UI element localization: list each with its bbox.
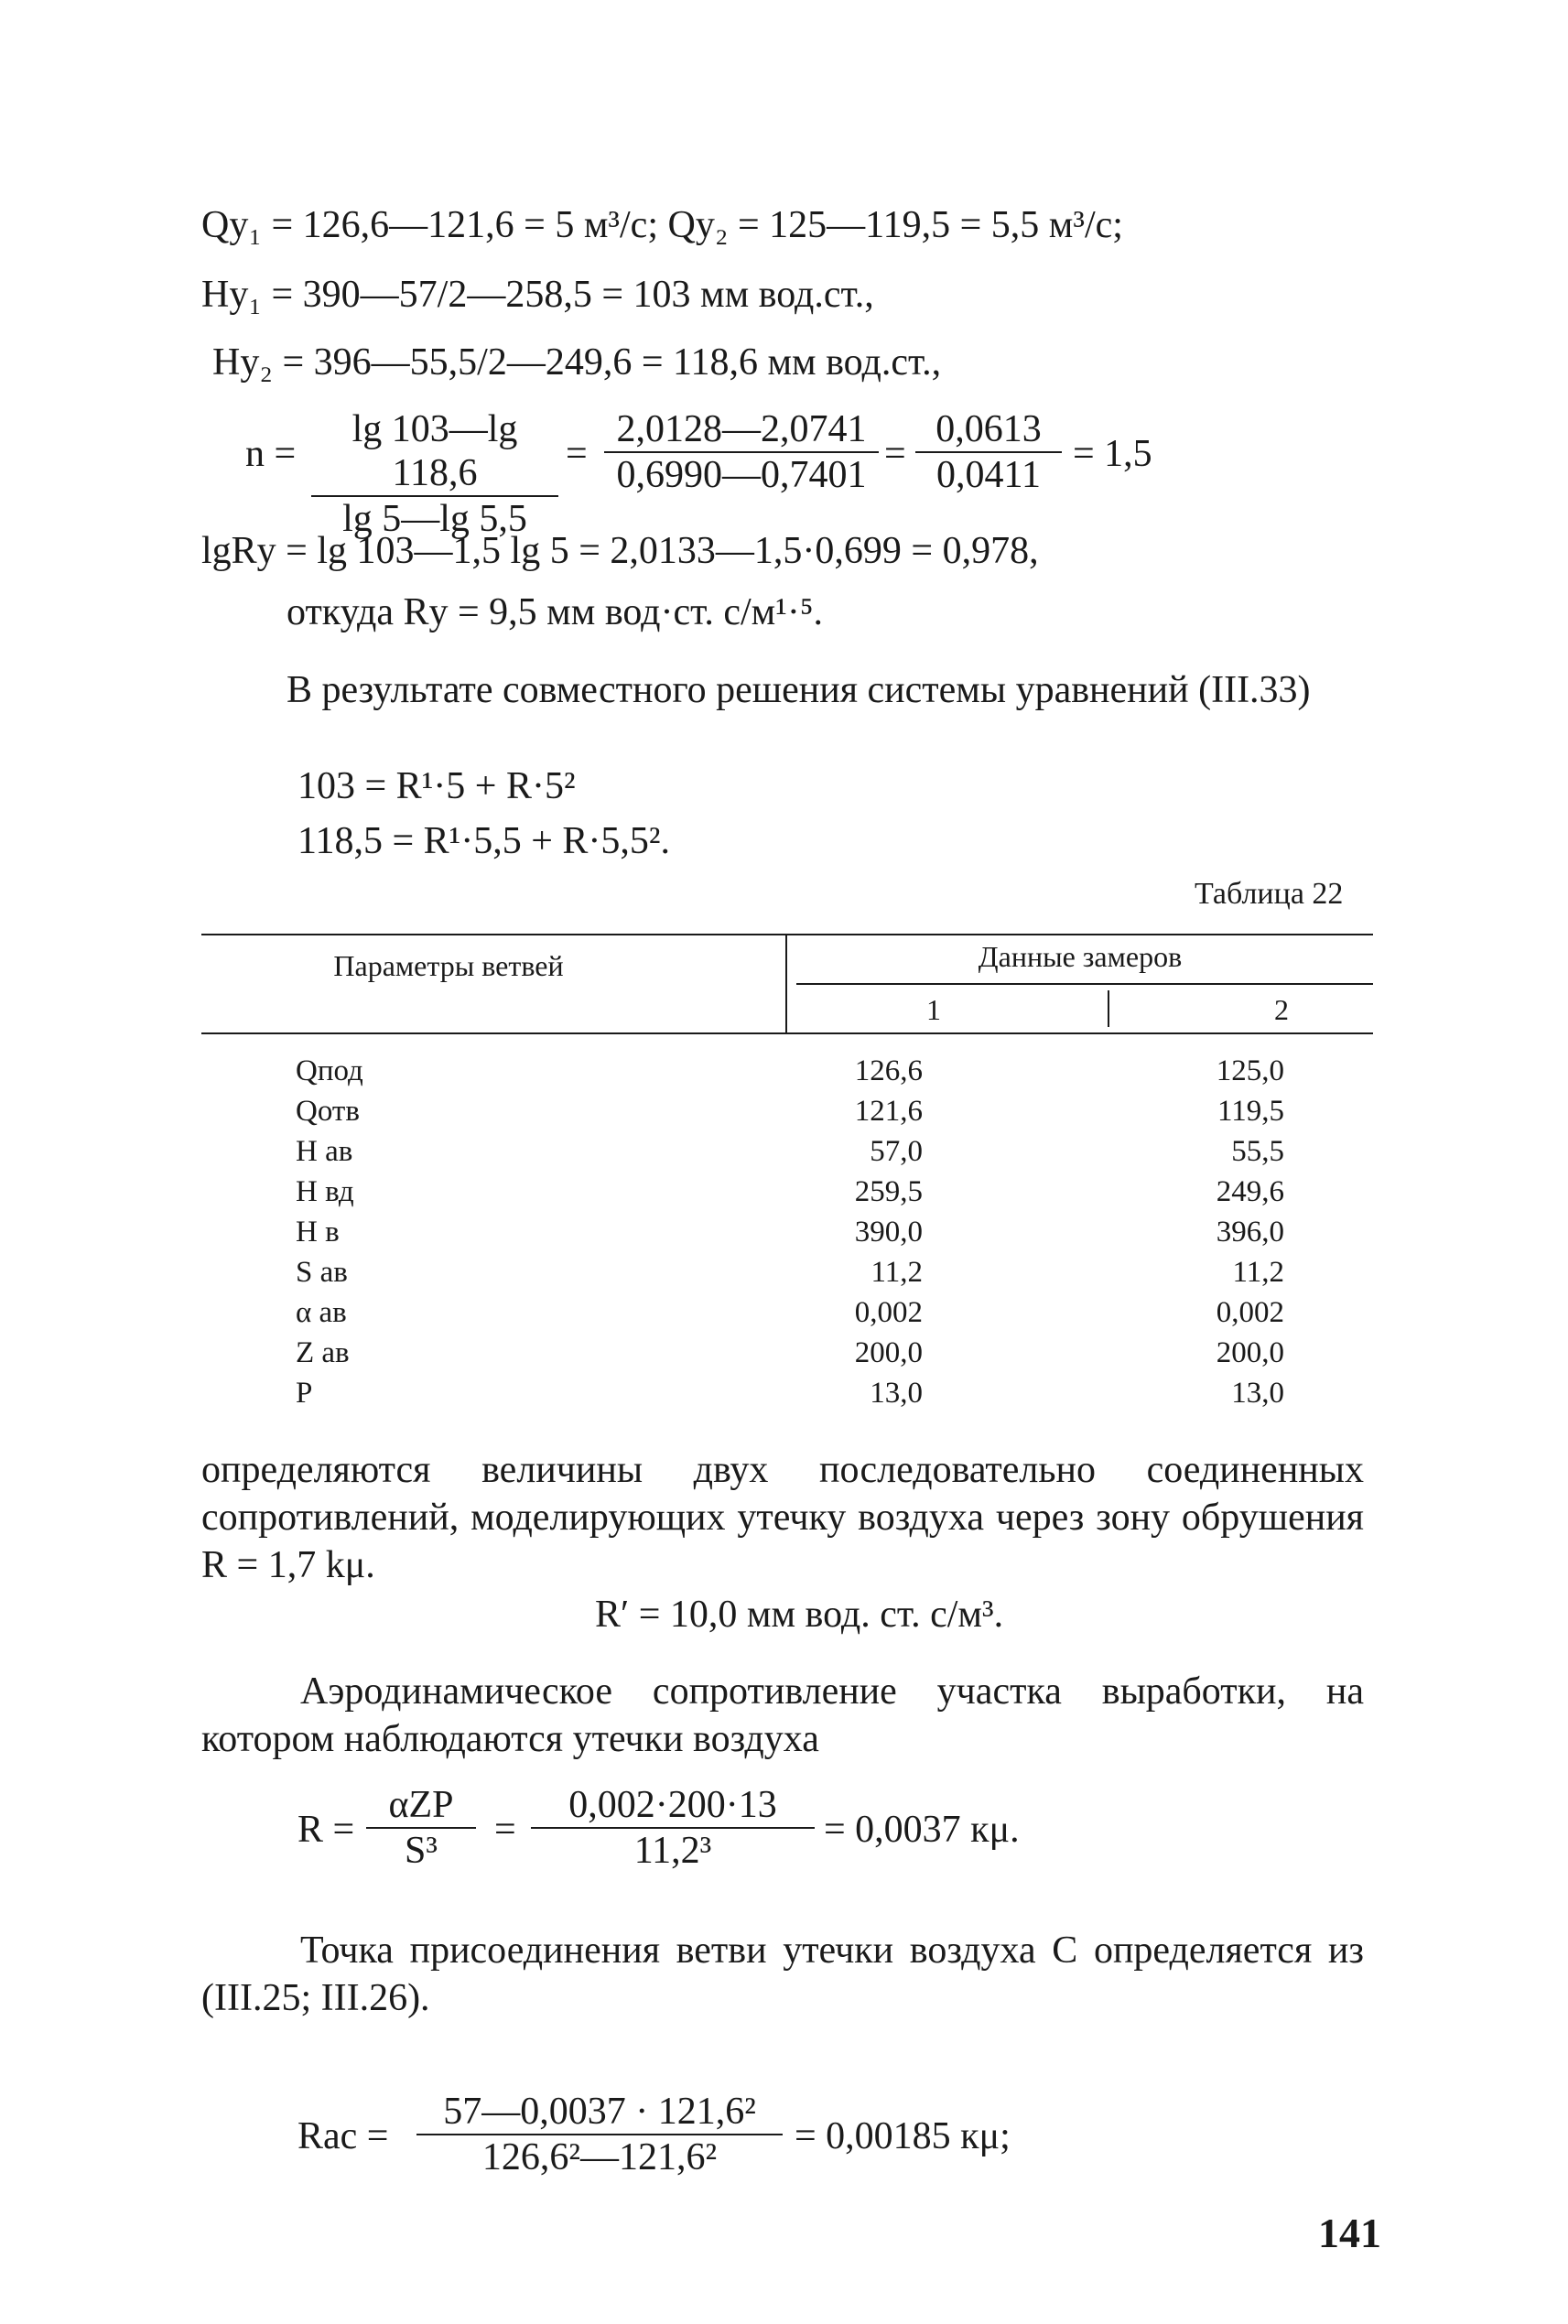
equation-q: Qу₁ = 126,6—121,6 = 5 м³/с; Qу₂ = 125—119,5 = 5,5 м³/с; <box>201 204 1123 246</box>
table-header-col2: 2 <box>1274 993 1289 1026</box>
table-header-rule <box>201 1032 1373 1034</box>
table-header-col1: 1 <box>926 993 941 1026</box>
paragraph-aerodynamic: Аэродинамическое сопротивление участка выработки, на котором наблюдаются утечки воздуха <box>201 1670 1364 1760</box>
n-fraction-1 <box>311 407 558 541</box>
table-cell-value: 0,002 <box>1216 1296 1284 1329</box>
r-fraction-2-denominator: 11,2³ <box>633 1830 712 1872</box>
table-cell-value: 396,0 <box>1216 1216 1284 1248</box>
n-fraction-3 <box>915 407 1062 497</box>
table-cell-value: 259,5 <box>854 1175 923 1208</box>
table-group-rule <box>796 983 1373 985</box>
n-fraction-3-numerator: 0,0613 <box>915 407 1062 453</box>
table-caption: Таблица 22 <box>1195 877 1344 911</box>
table-cell-value: 200,0 <box>854 1336 923 1369</box>
table-header-group: Данные замеров <box>978 940 1183 973</box>
table-cell-value: 13,0 <box>870 1377 923 1410</box>
n-fraction-1-denominator: lg 5—lg 5,5 <box>342 498 527 540</box>
table-cell-param: S ав <box>296 1256 348 1289</box>
rac-fraction-numerator: 57—0,0037 · 121,6² <box>416 2090 783 2135</box>
equation-otkuda: откуда Rу = 9,5 мм вод·ст. с/м¹·⁵. <box>287 591 823 633</box>
table-header-divider <box>785 934 787 1032</box>
table-cell-value: 11,2 <box>1232 1256 1284 1289</box>
r-formula-label: R = <box>297 1809 355 1851</box>
r-fraction-1 <box>366 1783 476 1873</box>
page-number: 141 <box>1318 2210 1381 2256</box>
table-cell-param: H в <box>296 1216 340 1248</box>
table-cell-value: 11,2 <box>871 1256 923 1289</box>
r-prime-formula: R′ = 10,0 мм вод. ст. с/м³. <box>595 1594 1004 1636</box>
system-equation-2: 118,5 = R¹·5,5 + R·5,5². <box>297 820 670 862</box>
table-cell-param: H вд <box>296 1175 354 1208</box>
n-equals-1: = <box>566 433 588 475</box>
table-col-divider <box>1108 990 1109 1027</box>
equation-lg: lgRу = lg 103—1,5 lg 5 = 2,0133—1,5·0,699 = 0,978, <box>201 530 1039 572</box>
r-fraction-1-numerator: αZP <box>366 1783 476 1829</box>
rac-formula-label: Rас = <box>297 2115 389 2157</box>
table-cell-param: Z ав <box>296 1336 350 1369</box>
n-fraction-2-numerator: 2,0128—2,0741 <box>604 407 879 453</box>
table-cell-value: 126,6 <box>854 1054 923 1087</box>
paragraph-system-intro: В результате совместного решения системы уравнений (III.33) <box>287 669 1311 711</box>
n-fraction-2 <box>604 407 879 497</box>
table-cell-value: 200,0 <box>1216 1336 1284 1369</box>
table-cell-param: H ав <box>296 1135 353 1168</box>
table-cell-value: 119,5 <box>1217 1095 1284 1128</box>
rac-fraction-denominator: 126,6²—121,6² <box>481 2136 718 2178</box>
r-formula-equals: = <box>494 1809 516 1851</box>
n-fraction-3-denominator: 0,0411 <box>936 454 1041 496</box>
table-cell-value: 55,5 <box>1231 1135 1284 1168</box>
table-cell-value: 249,6 <box>1216 1175 1284 1208</box>
n-equals-2: = <box>884 433 906 475</box>
table-cell-param: Qпод <box>296 1054 363 1087</box>
table-top-rule <box>201 934 1373 935</box>
table-cell-value: 57,0 <box>870 1135 923 1168</box>
rac-formula-result: = 0,00185 кμ; <box>795 2115 1011 2157</box>
table-cell-param: α ав <box>296 1296 347 1329</box>
table-cell-value: 390,0 <box>854 1216 923 1248</box>
table-cell-value: 121,6 <box>854 1095 923 1128</box>
rac-fraction <box>416 2090 783 2179</box>
n-fraction-2-denominator: 0,6990—0,7401 <box>616 454 867 496</box>
paragraph-junction: Точка присоединения ветви утечки воздуха C определяется из (III.25; III.26). <box>201 1929 1364 2019</box>
n-result: = 1,5 <box>1073 433 1152 475</box>
equation-h2: Hу₂ = 396—55,5/2—249,6 = 118,6 мм вод.ст., <box>212 341 942 384</box>
equation-h1: Hу₁ = 390—57/2—258,5 = 103 мм вод.ст., <box>201 274 874 316</box>
paragraph-resistances: определяются величины двух последовательно соединенных сопротивлений, моделирующих утечку воздуха через зону обрушения R = 1,7 kμ. <box>201 1449 1364 1586</box>
table-cell-value: 13,0 <box>1231 1377 1284 1410</box>
n-fraction-1-numerator: lg 103—lg 118,6 <box>311 407 558 497</box>
table-header-params: Параметры ветвей <box>333 949 564 982</box>
system-equation-1: 103 = R¹·5 + R·5² <box>297 765 576 807</box>
table-cell-param: Qотв <box>296 1095 360 1128</box>
r-formula-result: = 0,0037 кμ. <box>824 1809 1020 1851</box>
table-cell-param: P <box>296 1377 313 1410</box>
table-cell-value: 0,002 <box>854 1296 923 1329</box>
n-label: n = <box>245 433 297 475</box>
r-fraction-1-denominator: S³ <box>405 1830 438 1872</box>
r-fraction-2-numerator: 0,002·200·13 <box>531 1783 815 1829</box>
r-fraction-2 <box>531 1783 815 1873</box>
table-cell-value: 125,0 <box>1216 1054 1284 1087</box>
